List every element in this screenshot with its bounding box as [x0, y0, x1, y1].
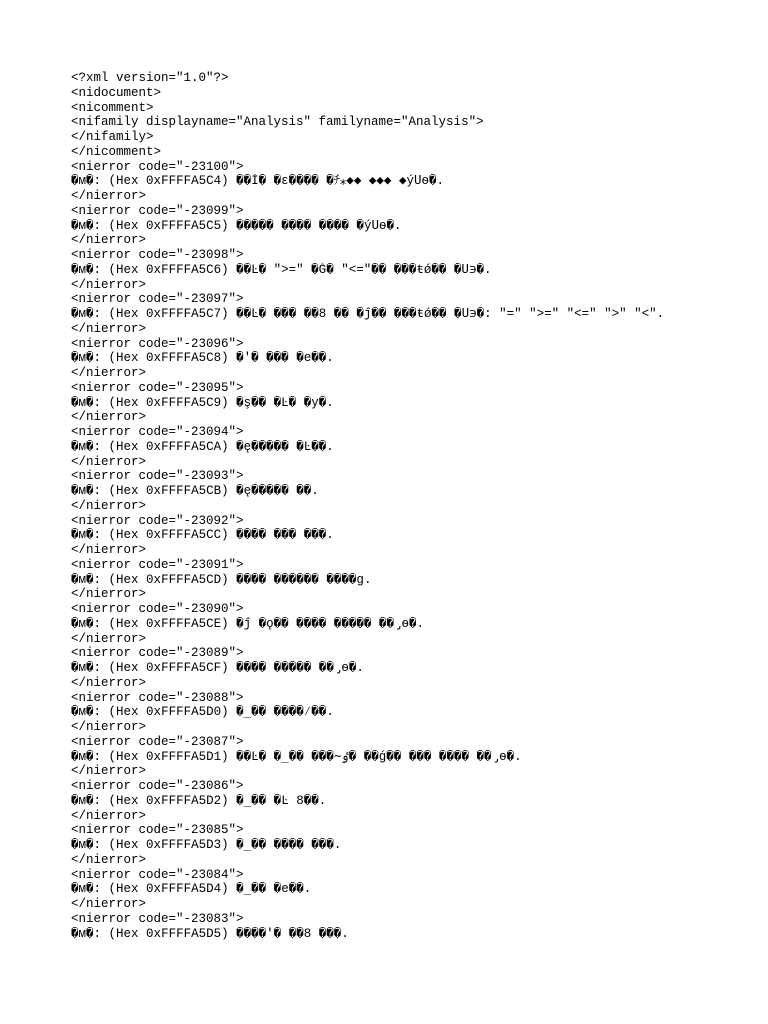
xml-declaration: <?xml version="1.0"?> — [71, 71, 229, 85]
nierror-close-tag: </nierror> — [71, 720, 147, 734]
nierror-open-tag: <nierror code="-23092"> — [71, 513, 244, 528]
error-message-line: �м�: (Hex 0xFFFFA5D5) ����ʹ� ��8 ���. — [71, 926, 349, 941]
error-message-line: �м�: (Hex 0xFFFFA5D0) �̲�� ����⁄��. — [71, 705, 334, 720]
error-message-line: �м�: (Hex 0xFFFFA5C5) ����� ���� ���� �ýՍѳ�. — [71, 218, 402, 233]
nierror-open-tag: <nierror code="-23086"> — [71, 779, 244, 793]
error-message-line: �м�: (Hex 0xFFFFA5D1) ��Ŀ� �̲�� ���̴ٶ� ��ǵ�� ��� ���� ��̡ѳ�. — [71, 749, 522, 764]
nierror-close-tag: </nierror> — [71, 454, 147, 469]
error-message-line: �м�: (Hex 0xFFFFA5CC) ���� ��� ���. — [71, 528, 334, 543]
error-message-line: �м�: (Hex 0xFFFFA5C8) �'� ��� �е��. — [71, 351, 334, 366]
nierror-close-tag: </nierror> — [71, 277, 147, 292]
nierror-close-tag: </nierror> — [71, 631, 147, 646]
nierror-close-tag: </nierror> — [71, 852, 147, 867]
nifamily-tag: <nifamily displayname="Analysis" familyname="Analysis"> — [71, 115, 484, 130]
error-message-line: �м�: (Hex 0xFFFFA5CF) ���� ����� ��̡ѳ�. — [71, 661, 364, 675]
nierror-close-tag: </nierror> — [71, 366, 147, 380]
error-message-line: �м�: (Hex 0xFFFFA5C9) �ş�� �Ŀ� �у�. — [71, 395, 334, 410]
nierror-open-tag: <nierror code="-23100"> — [71, 159, 244, 174]
nierror-close-tag: </nierror> — [71, 498, 147, 513]
error-message-line: �м�: (Hex 0xFFFFA5CD) ���� ������ ����g. — [71, 572, 372, 587]
nierror-close-tag: </nierror> — [71, 233, 147, 248]
nierror-close-tag: </nierror> — [71, 808, 147, 823]
error-message-line: �м�: (Hex 0xFFFFA5CA) �ę����� �Ŀ��. — [71, 439, 334, 454]
error-message-line: �м�: (Hex 0xFFFFA5D3) �̲�� ���� ���. — [71, 838, 342, 852]
error-message-line: �м�: (Hex 0xFFFFA5C6) ��Ŀ� ">=" �Ǵ� "<="�� ���ŧǿ�� �Ս϶�. — [71, 262, 492, 277]
nierror-close-tag: </nierror> — [71, 321, 147, 336]
opening-tag: <nidocument> — [71, 85, 162, 100]
nierror-open-tag: <nierror code="-23094"> — [71, 425, 244, 439]
error-message-line: �м�: (Hex 0xFFFFA5D4) �̲�� �е��. — [71, 882, 312, 897]
nierror-open-tag: <nierror code="-23084"> — [71, 867, 244, 882]
nierror-open-tag: <nierror code="-23097"> — [71, 292, 244, 307]
nierror-open-tag: <nierror code="-23089"> — [71, 646, 244, 661]
nierror-open-tag: <nierror code="-23090"> — [71, 602, 244, 616]
nierror-open-tag: <nierror code="-23096"> — [71, 336, 244, 351]
nierror-close-tag: </nierror> — [71, 543, 147, 557]
error-message-line: �м�: (Hex 0xFFFFA5C7) ��Ŀ� ��� ��8 �� �ĵ�� ���ŧǿ�� �Ս϶�: "=" ">=" "<=" ">" "<". — [71, 307, 665, 321]
nierror-open-tag: <nierror code="-23091"> — [71, 557, 244, 572]
error-message-line: �м�: (Hex 0xFFFFA5C4) ��İ� �ε���� �ﾁ⁎◆◆ ◆◆◆ ◆ýՍѳ�. — [71, 174, 445, 189]
nierror-close-tag: </nierror> — [71, 410, 147, 425]
nierror-open-tag: <nierror code="-23099"> — [71, 203, 244, 218]
nierror-close-tag: </nierror> — [71, 675, 147, 690]
nierror-close-tag: </nierror> — [71, 189, 147, 203]
error-message-line: �м�: (Hex 0xFFFFA5CB) �ę����� ��. — [71, 484, 319, 498]
error-message-line: �м�: (Hex 0xFFFFA5CE) �ĵ �ǫ�� ���� ����� ��̡ѳ�. — [71, 616, 425, 631]
nierror-open-tag: <nierror code="-23098"> — [71, 248, 244, 262]
error-message-line: �м�: (Hex 0xFFFFA5D2) �̲�� �Ŀ 8��. — [71, 793, 327, 808]
xml-document-text — [71, 71, 751, 941]
closing-tag: </nicomment> — [71, 144, 162, 159]
nierror-open-tag: <nierror code="-23088"> — [71, 690, 244, 705]
nierror-open-tag: <nierror code="-23095"> — [71, 380, 244, 395]
nierror-open-tag: <nierror code="-23093"> — [71, 469, 244, 484]
nierror-open-tag: <nierror code="-23085"> — [71, 823, 244, 838]
nierror-open-tag: <nierror code="-23087"> — [71, 734, 244, 749]
closing-tag: </nifamily> — [71, 130, 154, 144]
nierror-open-tag: <nierror code="-23083"> — [71, 911, 244, 926]
nierror-close-tag: </nierror> — [71, 764, 147, 779]
nierror-close-tag: </nierror> — [71, 897, 147, 911]
opening-tag: <nicomment> — [71, 100, 154, 115]
nierror-close-tag: </nierror> — [71, 587, 147, 602]
